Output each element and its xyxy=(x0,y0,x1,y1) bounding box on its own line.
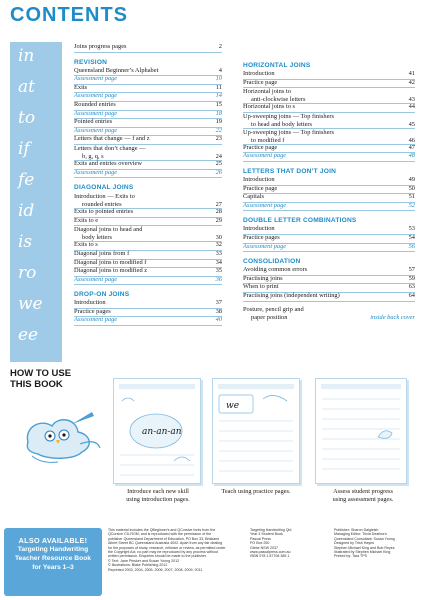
toc-entry-label: Horizontal joins to s xyxy=(243,103,296,111)
sample-word-2: we xyxy=(226,401,240,411)
strip-word: at xyxy=(18,77,35,97)
toc-entry-label: Practice page xyxy=(243,143,278,151)
strip-word: id xyxy=(18,201,35,221)
toc-entry-label: Horizontal joins to xyxy=(243,88,291,96)
toc-entry[interactable] xyxy=(74,136,222,145)
toc-assessment-entry[interactable] xyxy=(243,203,415,212)
fine-print-line: Albert Street BC Queensland Australia 4002. Apart from any fair dealing xyxy=(108,541,223,546)
owl-illustration xyxy=(18,398,104,468)
toc-entry-page: 22 xyxy=(215,126,222,134)
fine-print-line: Designed by Trish Hayes xyxy=(334,541,374,546)
toc-entry-page: 48 xyxy=(408,152,415,160)
promo-heading: ALSO AVAILABLE! xyxy=(18,536,88,545)
toc-entry-page: 27 xyxy=(215,201,222,209)
toc-section-heading: LETTERS THAT DON’T JOIN xyxy=(243,167,337,175)
toc-entry[interactable] xyxy=(74,218,222,227)
toc-entry-label-cont: paper position xyxy=(251,313,288,321)
fine-print-line: Targeting Handwriting Qld xyxy=(250,528,292,532)
fine-print-line: Printed by: Tara TPS xyxy=(334,554,368,559)
strip-word: if xyxy=(18,139,30,159)
fine-print-line: Stephen Michael King and Bob Reyes xyxy=(334,545,395,550)
toc-entry-page: 54 xyxy=(408,233,415,241)
toc-entry-label-cont: b, g, q, s xyxy=(82,152,104,160)
toc-entry-label: Exits and entries overview xyxy=(74,159,142,167)
toc-entry-page: 24 xyxy=(215,152,222,160)
toc-entry-page: 15 xyxy=(215,100,222,108)
toc-left-column xyxy=(74,44,222,326)
strip-word: fe xyxy=(18,170,35,190)
fine-print-line: publisher Queensland Department of Education, PO Box 33, Brisbane xyxy=(108,536,220,541)
fine-print-line: This material includes the QBeginner's and QCursive fonts from the xyxy=(108,528,216,532)
toc-entry-continuation xyxy=(243,121,415,129)
toc-entry-page: 29 xyxy=(215,216,222,224)
assessment-page-sample xyxy=(315,378,407,484)
toc-entry-label: Avoiding common errors xyxy=(243,266,308,274)
how-to-line-1: HOW TO USE xyxy=(10,368,72,379)
toc-entry-page: 53 xyxy=(408,225,415,233)
strip-word: ee xyxy=(18,325,39,345)
toc-entry[interactable] xyxy=(74,226,222,242)
toc-entry-page: 64 xyxy=(408,291,415,299)
toc-entry-label: Up-sweeping joins — Top finishers xyxy=(243,112,335,120)
toc-entry-label: Practice page xyxy=(243,184,278,192)
toc-entry-label: Exits to s xyxy=(74,241,98,249)
toc-entry-page: 28 xyxy=(215,208,222,216)
toc-entry-label: Diagonal joins to modified z xyxy=(74,267,148,275)
promo-line-4: for Years 1–3 xyxy=(32,564,74,571)
toc-section-heading: DIAGONAL JOINS xyxy=(74,184,134,192)
toc-entry-page: 37 xyxy=(215,299,222,307)
toc-entry-label: Exits to pointed entries xyxy=(74,208,134,216)
toc-entry[interactable] xyxy=(243,186,415,195)
toc-entry-label: Diagonal joins to modified f xyxy=(74,258,147,266)
how-to-use-heading xyxy=(10,368,71,390)
toc-entry-label: Diagonal joins to head and xyxy=(74,226,143,234)
fine-print-line: Queensland Consultant: Susan Young xyxy=(334,536,395,541)
fine-print-line: the Copyright Act, no part may be reproduced by any process without xyxy=(108,550,219,555)
toc-entry-page: 35 xyxy=(215,267,222,275)
toc-entry[interactable] xyxy=(74,44,222,53)
caption-assessment: Assess student progress using assessment pages. xyxy=(332,488,394,503)
toc-entry-page: 41 xyxy=(408,70,415,77)
toc-entry-page: 14 xyxy=(215,92,222,100)
toc-section-heading: DOUBLE LETTER COMBINATIONS xyxy=(243,217,357,225)
toc-entry-label: Practice pages xyxy=(243,233,280,241)
toc-assessment-entry[interactable] xyxy=(74,277,222,286)
toc-entry-page: 45 xyxy=(408,120,415,128)
toc-entry-label-cont: to head and body letters xyxy=(251,120,313,128)
toc-entry[interactable] xyxy=(243,129,415,145)
toc-entry-label: Posture, pencil grip and xyxy=(243,305,304,313)
page-title: CONTENTS xyxy=(10,4,128,26)
toc-entry-page: 44 xyxy=(408,103,415,111)
toc-entry-label: Up-sweeping joins — Top finishers xyxy=(243,128,335,136)
toc-entry-label: Letters that change — f and z xyxy=(74,135,150,143)
toc-entry-label-cont: rounded entries xyxy=(82,201,122,209)
toc-entry-label: Practising joins xyxy=(243,274,283,282)
toc-entry-page: 40 xyxy=(215,316,222,324)
fine-print-line: Reprinted 2003, 2004, 2005, 2006, 2007, 2008, 2009, 2011 xyxy=(108,567,203,572)
toc-entry-label: Queensland Beginner’s Alphabet xyxy=(74,66,159,74)
toc-entry-page: 25 xyxy=(215,159,222,167)
fine-print-line: Pascal Press xyxy=(250,536,271,541)
toc-entry-page: 19 xyxy=(215,118,222,126)
how-to-line-2: THIS BOOK xyxy=(10,379,63,390)
toc-entry-page: 23 xyxy=(215,135,222,143)
strip-word: to xyxy=(18,108,36,128)
caption-introduction: Introduce each new skill using introduction pages. xyxy=(126,488,190,503)
also-available-promo xyxy=(4,528,102,596)
strip-word: in xyxy=(18,46,35,66)
toc-entry-page: 36 xyxy=(215,275,222,283)
fine-print-line: QCursive CD-ROM, and is reproduced with the permission of the xyxy=(108,532,212,537)
toc-entry-label: Pointed entries xyxy=(74,118,113,126)
fine-print-line: Managing Editor: Tricia Dearborn xyxy=(334,532,387,537)
toc-section-heading: CONSOLIDATION xyxy=(243,258,301,266)
toc-entry-label: Practice pages xyxy=(74,307,111,315)
fine-print-line: Glebe NSW 2037 xyxy=(250,545,278,550)
toc-entry-page: 18 xyxy=(215,109,222,117)
toc-entry[interactable] xyxy=(243,88,415,104)
toc-right-column xyxy=(243,56,415,322)
toc-entry[interactable] xyxy=(243,104,415,113)
fine-print-line: ISBN 978 1 87708 385 1 xyxy=(250,554,290,559)
toc-entry-label: Capitals xyxy=(243,193,264,201)
toc-entry-page: 2 xyxy=(218,43,222,50)
toc-assessment-entry[interactable] xyxy=(243,153,415,162)
fine-print-line: © Text: Jane Pinsker and Susan Young 2012 xyxy=(108,558,180,563)
fine-print-info xyxy=(250,528,330,559)
fine-print-line: written permission. Enquiries should be made to the publisher. xyxy=(108,554,207,559)
toc-section-heading: DROP-ON JOINS xyxy=(74,291,130,299)
toc-entry-page: 63 xyxy=(408,283,415,291)
toc-entry-label: Assessment page xyxy=(74,92,118,100)
toc-entry[interactable] xyxy=(243,306,415,322)
toc-entry-label: Assessment page xyxy=(74,168,118,176)
toc-entry-page: 57 xyxy=(408,266,415,274)
fine-print-line: © Illustrations: Blake Publishing 2012 xyxy=(108,563,168,568)
toc-entry-page: 59 xyxy=(408,274,415,282)
toc-entry-label: Introduction — Exits to xyxy=(74,193,135,201)
toc-entry-page: 49 xyxy=(408,175,415,183)
toc-entry-label: Introduction xyxy=(74,299,106,307)
toc-entry-page: 10 xyxy=(215,75,222,83)
promo-line-3: Teacher Resource Book xyxy=(14,555,92,562)
intro-page-drawing xyxy=(114,379,200,483)
toc-entry-label: Introduction xyxy=(243,175,275,183)
toc-assessment-entry[interactable] xyxy=(74,76,222,85)
assessment-page-drawing xyxy=(316,379,406,483)
toc-entry-page: 26 xyxy=(215,168,222,176)
sample-word-1: an-an-an xyxy=(142,427,182,437)
toc-entry-label: When to print xyxy=(243,283,279,291)
toc-assessment-entry[interactable] xyxy=(74,170,222,179)
toc-entry-label-cont: body letters xyxy=(82,234,112,242)
toc-entry-page: 47 xyxy=(408,143,415,151)
toc-entry-label: Assessment page xyxy=(74,316,118,324)
toc-entry-page: 30 xyxy=(215,234,222,242)
fine-print-line: Illustrated by Stephen Michael King xyxy=(334,550,391,555)
practice-page-drawing xyxy=(213,379,299,483)
strip-word: is xyxy=(18,232,33,252)
toc-section-heading: HORIZONTAL JOINS xyxy=(243,62,311,69)
toc-entry-label: Assessment page xyxy=(74,126,118,134)
introduction-page-sample xyxy=(113,378,201,484)
toc-entry[interactable] xyxy=(243,113,415,129)
toc-entry-page: 34 xyxy=(215,258,222,266)
toc-entry[interactable] xyxy=(243,293,415,302)
caption-practice: Teach using practice pages. xyxy=(221,488,291,495)
fine-print-line: for the purposes of study, research, criticism or review, as permitted under xyxy=(108,545,226,550)
toc-entry-page: 43 xyxy=(408,96,415,104)
toc-entry-label: Exits xyxy=(74,83,88,91)
toc-entry-page: 42 xyxy=(408,78,415,86)
fine-print-line: Publisher: Sharon Dalgleish xyxy=(334,528,379,532)
fine-print-line: PO Box 250 xyxy=(250,541,270,546)
toc-entry-label: Introduction xyxy=(243,225,275,233)
toc-entry-page: 32 xyxy=(215,241,222,249)
toc-entry-page: 46 xyxy=(408,136,415,144)
promo-line-2: Targeting Handwriting xyxy=(17,546,89,553)
toc-entry-page: 51 xyxy=(408,193,415,201)
toc-entry-label: Assessment page xyxy=(243,201,287,209)
toc-entry-page: 4 xyxy=(218,66,222,74)
fine-print-credits xyxy=(334,528,418,559)
toc-entry-label: Assessment page xyxy=(74,109,118,117)
toc-entry-label: Exits to e xyxy=(74,216,99,224)
toc-entry-page: inside back cover xyxy=(370,313,415,321)
toc-entry-label: Rounded entries xyxy=(74,100,116,108)
toc-entry-label: Diagonal joins from f xyxy=(74,249,130,257)
toc-assessment-entry[interactable] xyxy=(74,317,222,326)
toc-entry-label: Joins progress pages xyxy=(74,43,127,50)
toc-entry-label-cont: to modified f xyxy=(251,136,285,144)
toc-assessment-entry[interactable] xyxy=(243,244,415,253)
toc-entry-page: 56 xyxy=(408,242,415,250)
toc-entry-label: Assessment page xyxy=(243,152,287,160)
toc-entry-label: Assessment page xyxy=(74,275,118,283)
practice-page-sample xyxy=(212,378,300,484)
toc-entry-label: Letters that don’t change — xyxy=(74,144,146,152)
fine-print-line: www.pascalpress.com.au xyxy=(250,550,291,555)
toc-entry-label-cont: anti-clockwise letters xyxy=(251,96,306,104)
toc-entry-label: Practice page xyxy=(243,78,278,86)
fine-print-legal xyxy=(108,528,246,572)
fine-print-line: Year 3 Student Book xyxy=(250,532,283,537)
strip-word: ro xyxy=(18,263,37,283)
toc-entry-page: 11 xyxy=(215,83,222,91)
toc-entry-label: Introduction xyxy=(243,70,275,77)
toc-entry-page: 52 xyxy=(408,201,415,209)
strip-word: we xyxy=(18,294,43,314)
toc-entry-label: Practising joins (independent writing) xyxy=(243,291,340,299)
toc-entry-label: Assessment page xyxy=(74,75,118,83)
toc-entry[interactable] xyxy=(74,145,222,161)
toc-entry-label: Assessment page xyxy=(243,242,287,250)
toc-entry-page: 50 xyxy=(408,184,415,192)
toc-entry-continuation xyxy=(243,314,415,322)
cursive-side-strip xyxy=(10,42,62,362)
toc-section-heading: REVISION xyxy=(74,58,108,66)
toc-entry-page: 38 xyxy=(215,307,222,315)
toc-entry[interactable] xyxy=(243,80,415,89)
toc-entry[interactable] xyxy=(74,193,222,209)
toc-entry-page: 33 xyxy=(215,249,222,257)
